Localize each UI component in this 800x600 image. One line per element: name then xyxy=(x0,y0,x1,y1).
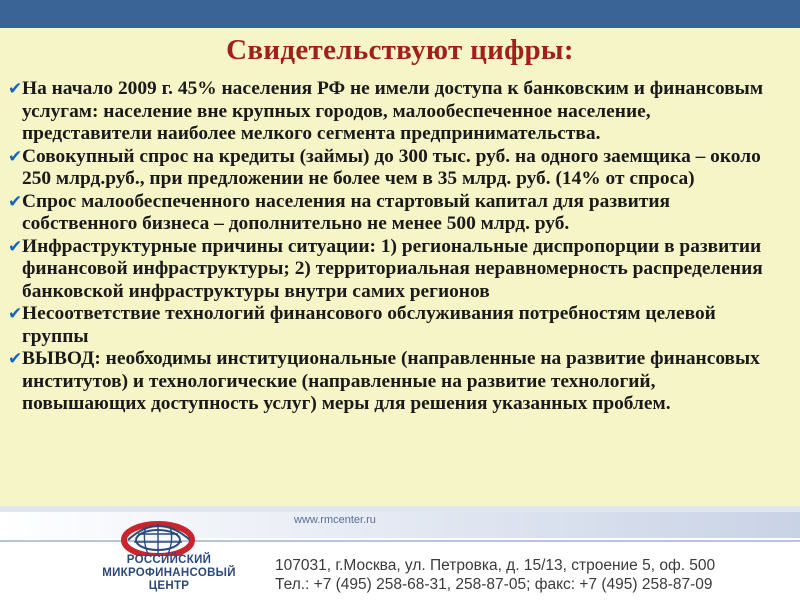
footer xyxy=(0,506,800,600)
bullet-item xyxy=(8,190,782,236)
bullet-text: ВЫВОД: необходимы институциональные (направленные на развитие финансовых институтов) и технологические (направленные на развитие технологий, повышающих доступность услуг) меры для решения указанных проблем. xyxy=(22,348,760,414)
contact-info xyxy=(275,556,715,594)
organization-name xyxy=(84,554,254,593)
website-link[interactable]: www.rmcenter.ru xyxy=(294,514,376,526)
slide-title: Свидетельствуют цифры: xyxy=(226,34,574,66)
org-name-line: МИКРОФИНАНСОВЫЙ xyxy=(102,567,236,579)
bullet-text: Инфраструктурные причины ситуации: 1) региональные диспропорции в развитии финансовой инфраструктуры; 2) территориальная неравномерность распределения банковской инфраструктуры внутри самих регионов xyxy=(22,235,763,302)
check-mark-icon: ✔ xyxy=(8,304,23,324)
bullet-item xyxy=(8,303,782,348)
bullet-text: Спрос малообеспеченного населения на стартовый капитал для развития собственного бизнеса – дополнительно не менее 500 млрд. руб. xyxy=(22,190,671,234)
bullet-item xyxy=(8,348,782,416)
check-mark-icon: ✔ xyxy=(8,146,23,167)
check-mark-icon: ✔ xyxy=(8,191,23,212)
address-line: 107031, г.Москва, ул. Петровка, д. 15/13, строение 5, оф. 500 xyxy=(275,557,716,574)
bullet-item xyxy=(8,235,782,304)
org-name-line: ЦЕНТР xyxy=(148,580,190,592)
check-mark-icon: ✔ xyxy=(8,79,23,99)
slide-body xyxy=(0,28,800,506)
org-name-line: РОССИЙСКИЙ xyxy=(126,554,212,566)
top-bar xyxy=(0,0,800,28)
bullet-text: Совокупный спрос на кредиты (займы) до 300 тыс. руб. на одного заемщика – около 250 млрд.руб., при предложении не более чем в 35 млрд. руб. (14% от спроса) xyxy=(22,145,761,189)
check-mark-icon: ✔ xyxy=(8,236,23,257)
phone-line: Тел.: +7 (495) 258-68-31, 258-87-05; факс: +7 (495) 258-87-09 xyxy=(275,576,713,593)
check-mark-icon: ✔ xyxy=(8,349,23,369)
bullet-text: На начало 2009 г. 45% населения РФ не имели доступа к банковским и финансовым услугам: население вне крупных городов, малообеспеченное население, представители наиболее мелкого сегмента предпринимательства. xyxy=(22,78,764,144)
bullet-text: Несоответствие технологий финансового обслуживания потребностям целевой группы xyxy=(22,303,716,347)
bullet-list xyxy=(8,78,782,416)
globe-logo-icon xyxy=(104,510,214,556)
bullet-item xyxy=(8,78,782,146)
bullet-item xyxy=(8,145,782,191)
